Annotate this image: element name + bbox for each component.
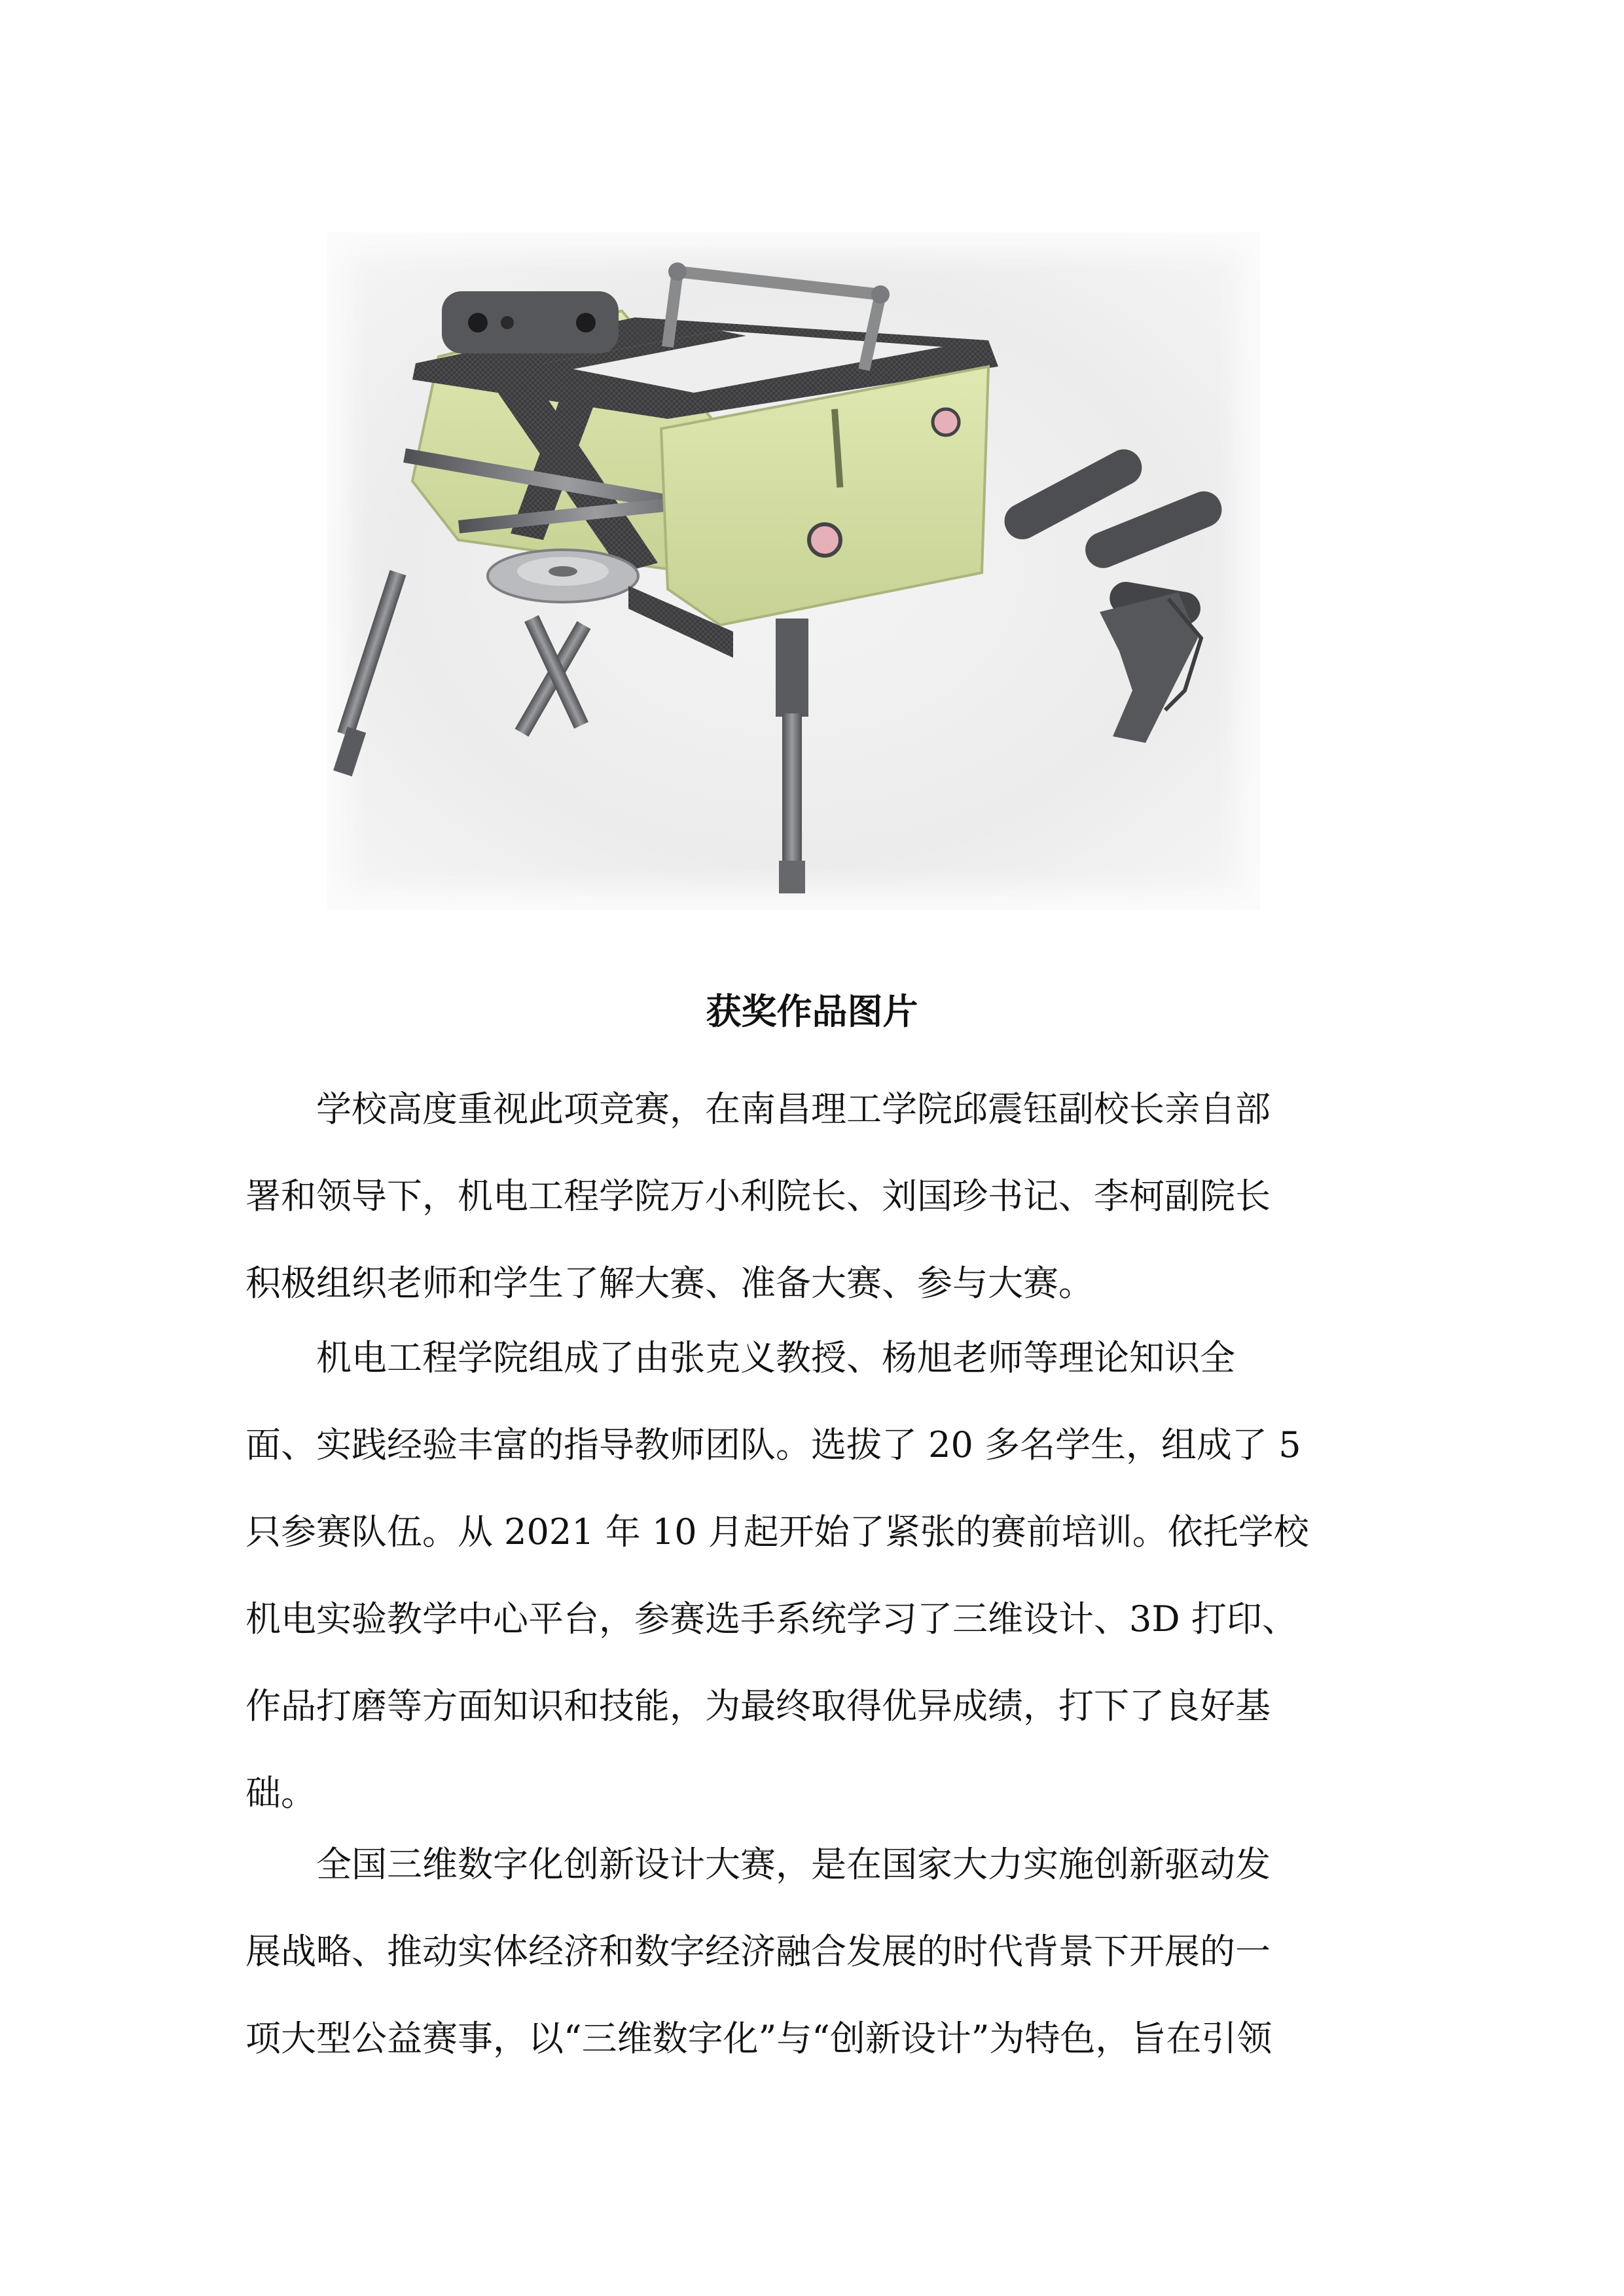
text-line: 展战略、推动实体经济和数字经济融合发展的时代背景下开展的一 bbox=[245, 1931, 1271, 1972]
front-sensor-top bbox=[933, 409, 959, 435]
text-line: 机电实验教学中心平台，参赛选手系统学习了三维设计、3D 打印、 bbox=[245, 1598, 1297, 1640]
text-line: 作品打磨等方面知识和技能，为最终取得优异成绩，打下了良好基 bbox=[245, 1685, 1271, 1727]
paragraph-team-training bbox=[245, 1314, 1378, 1837]
text-line: 署和领导下，机电工程学院万小利院长、刘国珍书记、李柯副院长 bbox=[245, 1175, 1271, 1217]
front-leg-middle bbox=[776, 619, 808, 893]
paragraph-school-support bbox=[245, 1066, 1378, 1327]
text-line: 积极组织老师和学生了解大赛、准备大赛、参与大赛。 bbox=[245, 1263, 1094, 1304]
paragraph-competition-intro bbox=[245, 1821, 1378, 2082]
rear-leg-left bbox=[333, 570, 406, 776]
text-line: 础。 bbox=[245, 1772, 316, 1814]
figure-caption: 获奖作品图片 bbox=[706, 990, 918, 1032]
gripper-arm bbox=[998, 443, 1227, 743]
text-line: 项大型公益赛事，以“三维数字化”与“创新设计”为特色，旨在引领 bbox=[245, 2018, 1272, 2059]
front-sensor-bottom bbox=[809, 524, 840, 556]
robot-render bbox=[327, 232, 1260, 910]
text-line: 全国三维数字化创新设计大赛，是在国家大力实施创新驱动发 bbox=[245, 1844, 1271, 1885]
depth-camera bbox=[442, 291, 619, 353]
text-line: 学校高度重视此项竞赛，在南昌理工学院邱震钰副校长亲自部 bbox=[245, 1088, 1271, 1130]
text-line: 只参赛队伍。从 2021 年 10 月起开始了紧张的赛前培训。依托学校 bbox=[245, 1511, 1309, 1552]
award-work-image bbox=[327, 232, 1260, 910]
text-line: 面、实践经验丰富的指导教师团队。选拔了 20 多名学生，组成了 5 bbox=[245, 1424, 1301, 1465]
text-line: 机电工程学院组成了由张克义教授、杨旭老师等理论知识全 bbox=[245, 1337, 1235, 1378]
gear-hub bbox=[488, 550, 638, 602]
